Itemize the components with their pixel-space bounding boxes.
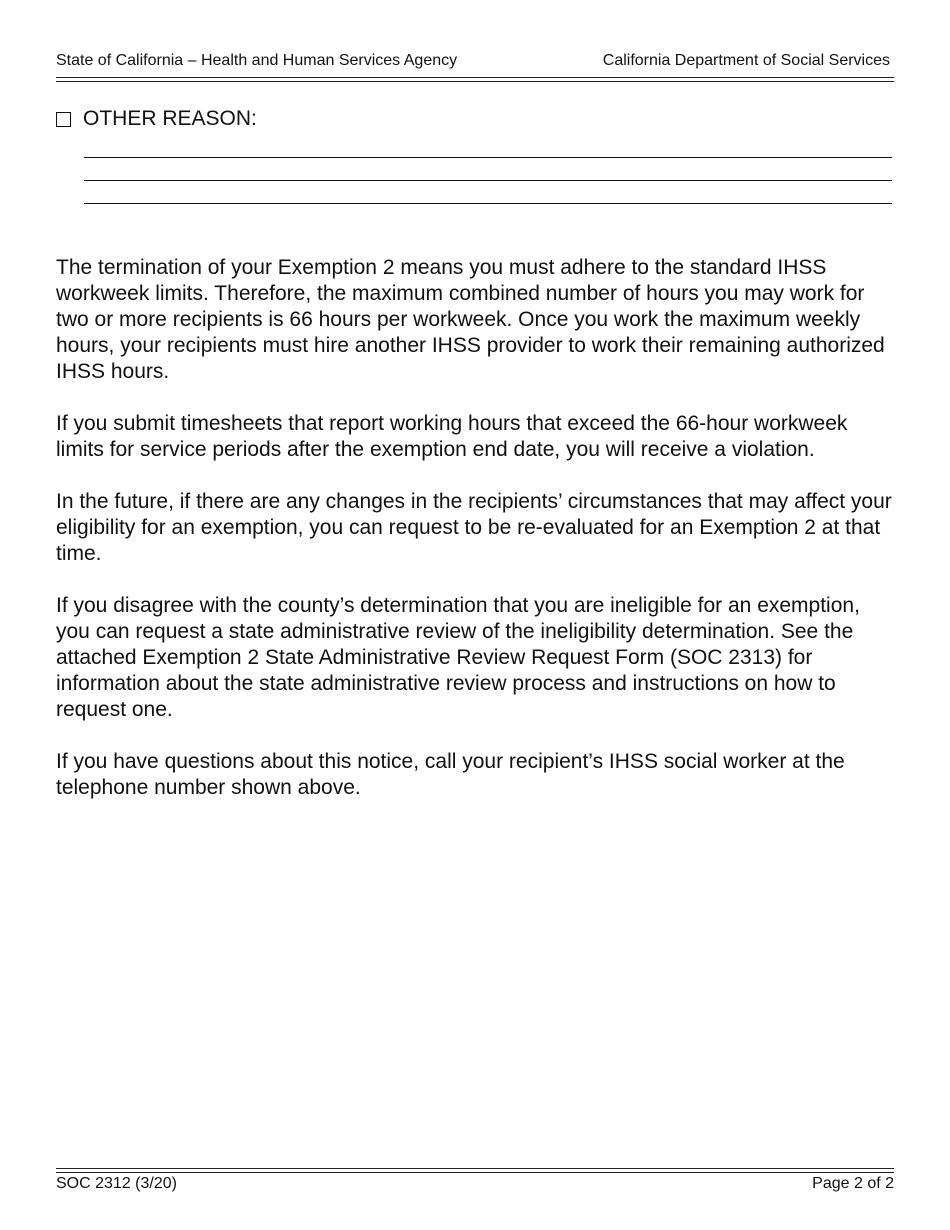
footer-divider <box>56 1168 894 1173</box>
page-number: Page 2 of 2 <box>812 1175 894 1192</box>
paragraph-disagree: If you disagree with the county’s determination that you are ineligible for an exemption, you can request a state administrative review of the ineligibility determination. See the attached Exemption 2 State Administrative Review Request Form (SOC 2313) for information about the state administrative review process and instructions on how to request one. <box>56 594 860 721</box>
paragraph-termination: The termination of your Exemption 2 means you must adhere to the standard IHSS workweek limits. Therefore, the maximum combined number of hours you may work for two or more recipients is 66 hours per workweek. Once you work the maximum weekly hours, your recipients must hire another IHSS provider to work their remaining authorized IHSS hours. <box>56 256 885 383</box>
other-reason-line-1[interactable] <box>84 157 892 158</box>
other-reason-line-2[interactable] <box>84 180 892 181</box>
other-reason-checkbox[interactable] <box>56 112 71 127</box>
other-reason-label: OTHER REASON: <box>83 107 257 130</box>
notice-body <box>56 255 896 827</box>
other-reason-row <box>56 106 257 132</box>
agency-name: State of California – Health and Human Services Agency <box>56 52 458 69</box>
other-reason-line-3[interactable] <box>84 203 892 204</box>
paragraph-questions: If you have questions about this notice, call your recipient’s IHSS social worker at the telephone number shown above. <box>56 750 845 799</box>
department-name: California Department of Social Services <box>602 52 890 69</box>
header-divider <box>56 77 894 82</box>
page-header <box>56 52 894 74</box>
form-id: SOC 2312 (3/20) <box>56 1175 177 1192</box>
paragraph-timesheets: If you submit timesheets that report working hours that exceed the 66-hour workweek limits for service periods after the exemption end date, you will receive a violation. <box>56 412 848 461</box>
paragraph-future-changes: In the future, if there are any changes in the recipients’ circumstances that may affect your eligibility for an exemption, you can request to be re-evaluated for an Exemption 2 at that time. <box>56 490 892 565</box>
